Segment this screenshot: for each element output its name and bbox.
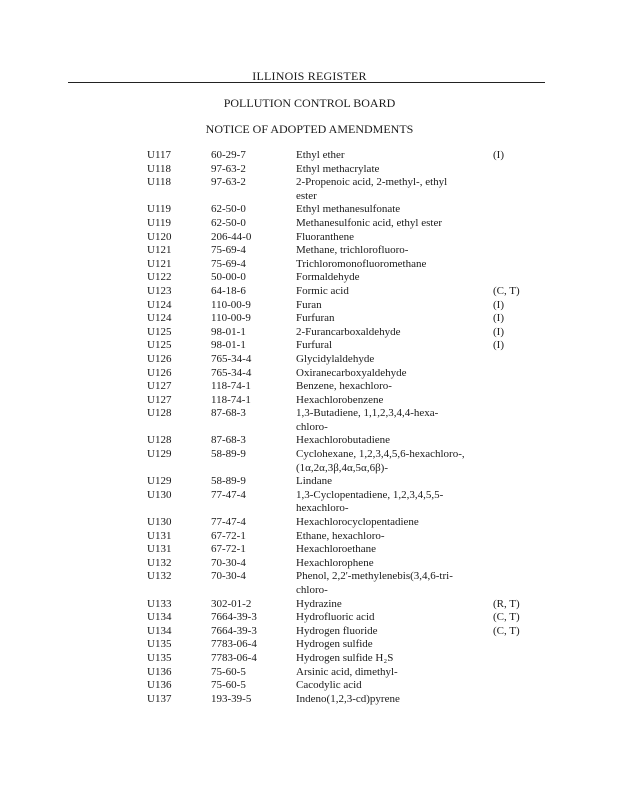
cas-number: 87-68-3 — [211, 407, 246, 420]
hazard-code: (C, T) — [493, 284, 520, 297]
substance-name — [296, 638, 486, 652]
waste-code: U124 — [147, 312, 172, 325]
substance-name-line: 1,3-Cyclopentadiene, 1,2,3,4,5,5- — [296, 488, 444, 501]
substance-name — [296, 679, 486, 693]
substance-name — [296, 312, 486, 326]
waste-code: U127 — [147, 380, 172, 393]
waste-code-table — [0, 149, 619, 706]
substance-name-line: 2-Furancarboxaldehyde — [296, 325, 401, 338]
waste-code: U130 — [147, 516, 172, 529]
substance-name-line: (1α,2α,3β,4α,5α,6β)- — [296, 461, 388, 474]
cas-number: 58-89-9 — [211, 475, 246, 488]
substance-name-line: Hydrogen sulfide — [296, 638, 373, 651]
substance-name — [296, 543, 486, 557]
substance-name-line: Hexachlorocyclopentadiene — [296, 516, 419, 529]
cas-number: 110-00-9 — [211, 298, 251, 311]
waste-code: U127 — [147, 393, 172, 406]
substance-name-line: Ethane, hexachloro- — [296, 529, 385, 542]
waste-code: U132 — [147, 556, 172, 569]
table-row — [0, 557, 619, 571]
table-row — [0, 448, 619, 475]
waste-code: U135 — [147, 638, 172, 651]
waste-code: U119 — [147, 216, 172, 229]
cas-number: 75-69-4 — [211, 244, 246, 257]
table-row — [0, 516, 619, 530]
hazard-code: (I) — [493, 298, 504, 311]
substance-name-line: Methane, trichlorofluoro- — [296, 244, 409, 257]
cas-number: 75-69-4 — [211, 257, 246, 270]
substance-name-line: Oxiranecarboxyaldehyde — [296, 366, 407, 379]
substance-name-line: Hydrogen fluoride — [296, 624, 378, 637]
cas-number: 98-01-1 — [211, 339, 246, 352]
cas-number: 77-47-4 — [211, 516, 246, 529]
table-row — [0, 367, 619, 381]
substance-name-line: Furfural — [296, 339, 333, 352]
table-row — [0, 394, 619, 408]
table-row — [0, 271, 619, 285]
waste-code: U128 — [147, 407, 172, 420]
table-row — [0, 203, 619, 217]
cas-number: 7783-06-4 — [211, 638, 257, 651]
cas-number: 765-34-4 — [211, 352, 252, 365]
substance-name — [296, 163, 486, 177]
waste-code: U129 — [147, 475, 172, 488]
substance-name — [296, 217, 486, 231]
cas-number: 70-30-4 — [211, 570, 246, 583]
cas-number: 110-00-9 — [211, 312, 251, 325]
waste-code: U136 — [147, 679, 172, 692]
table-row — [0, 217, 619, 231]
substance-name — [296, 652, 486, 666]
substance-name — [296, 475, 486, 489]
hazard-code: (C, T) — [493, 624, 520, 637]
waste-code: U135 — [147, 651, 172, 664]
substance-name — [296, 625, 486, 639]
substance-name — [296, 380, 486, 394]
substance-name — [296, 489, 486, 516]
substance-name-line: Hexachlorophene — [296, 556, 374, 569]
substance-name — [296, 353, 486, 367]
cas-number: 206-44-0 — [211, 230, 252, 243]
hazard-code: (I) — [493, 312, 504, 325]
waste-code: U136 — [147, 665, 172, 678]
substance-name-line: Phenol, 2,2'-methylenebis(3,4,6-tri- — [296, 570, 453, 583]
substance-name-line: chloro- — [296, 584, 328, 596]
substance-name-line: Lindane — [296, 475, 333, 488]
hazard-code: (I) — [493, 325, 504, 338]
waste-code: U137 — [147, 692, 172, 705]
waste-code: U131 — [147, 543, 172, 556]
substance-name-line: Ethyl ether — [296, 149, 345, 161]
waste-code: U123 — [147, 284, 172, 297]
table-row — [0, 679, 619, 693]
waste-code: U117 — [147, 149, 172, 161]
substance-name — [296, 271, 486, 285]
waste-code: U121 — [147, 257, 172, 270]
substance-name — [296, 666, 486, 680]
cas-number: 58-89-9 — [211, 448, 246, 461]
table-row — [0, 312, 619, 326]
substance-name-line: Hydrofluoric acid — [296, 611, 375, 624]
substance-name-line: ester — [296, 189, 317, 202]
waste-code: U132 — [147, 570, 172, 583]
hazard-code: (R, T) — [493, 597, 520, 610]
table-row — [0, 625, 619, 639]
substance-name-line: Fluoranthene — [296, 230, 355, 243]
substance-name — [296, 299, 486, 313]
cas-number: 70-30-4 — [211, 556, 246, 569]
substance-name — [296, 367, 486, 381]
waste-code: U134 — [147, 611, 172, 624]
substance-name — [296, 394, 486, 408]
cas-number: 75-60-5 — [211, 679, 246, 692]
substance-name-line: Hydrazine — [296, 597, 342, 610]
substance-name — [296, 231, 486, 245]
cas-number: 98-01-1 — [211, 325, 246, 338]
cas-number: 765-34-4 — [211, 366, 252, 379]
table-row — [0, 489, 619, 516]
waste-code: U125 — [147, 325, 172, 338]
table-row — [0, 693, 619, 707]
cas-number: 302-01-2 — [211, 597, 252, 610]
cas-number: 62-50-0 — [211, 216, 246, 229]
table-row — [0, 231, 619, 245]
register-title: ILLINOIS REGISTER — [252, 69, 367, 83]
substance-name — [296, 326, 486, 340]
waste-code: U126 — [147, 366, 172, 379]
cas-number: 67-72-1 — [211, 543, 246, 556]
cas-number: 7783-06-4 — [211, 651, 257, 664]
table-row — [0, 407, 619, 434]
cas-number: 7664-39-3 — [211, 611, 257, 624]
board-title: POLLUTION CONTROL BOARD — [223, 96, 396, 110]
waste-code: U129 — [147, 448, 172, 461]
hazard-code: (I) — [493, 149, 504, 161]
cas-number: 50-00-0 — [211, 271, 246, 284]
table-row — [0, 638, 619, 652]
substance-name — [296, 203, 486, 217]
cas-number: 118-74-1 — [211, 393, 251, 406]
substance-name-line: Arsinic acid, dimethyl- — [296, 665, 398, 678]
substance-name — [296, 176, 486, 203]
substance-name — [296, 530, 486, 544]
table-row — [0, 611, 619, 625]
table-row — [0, 353, 619, 367]
substance-name-line: 2-Propenoic acid, 2-methyl-, ethyl — [296, 176, 448, 189]
table-row — [0, 244, 619, 258]
substance-name — [296, 149, 486, 163]
cas-number: 62-50-0 — [211, 203, 246, 216]
table-row — [0, 652, 619, 666]
substance-name — [296, 611, 486, 625]
header-rule — [68, 82, 545, 83]
cas-number: 64-18-6 — [211, 284, 246, 297]
table-row — [0, 380, 619, 394]
waste-code: U119 — [147, 203, 172, 216]
substance-name-line: Methanesulfonic acid, ethyl ester — [296, 216, 443, 229]
table-row — [0, 285, 619, 299]
substance-name — [296, 244, 486, 258]
waste-code: U121 — [147, 244, 172, 257]
substance-name-line: Ethyl methacrylate — [296, 162, 380, 175]
table-row — [0, 149, 619, 163]
substance-name — [296, 516, 486, 530]
cas-number: 77-47-4 — [211, 488, 246, 501]
substance-name — [296, 258, 486, 272]
waste-code: U130 — [147, 488, 172, 501]
waste-code: U126 — [147, 352, 172, 365]
table-row — [0, 530, 619, 544]
substance-name-line: 1,3-Butadiene, 1,1,2,3,4,4-hexa- — [296, 407, 439, 420]
cas-number: 193-39-5 — [211, 692, 252, 705]
substance-name-line: Trichloromonofluoromethane — [296, 257, 427, 270]
substance-name — [296, 407, 486, 434]
waste-code: U120 — [147, 230, 172, 243]
table-row — [0, 666, 619, 680]
substance-name — [296, 598, 486, 612]
notice-title: NOTICE OF ADOPTED AMENDMENTS — [205, 122, 414, 136]
waste-code: U134 — [147, 624, 172, 637]
table-row — [0, 434, 619, 448]
cas-number: 97-63-2 — [211, 176, 246, 189]
cas-number: 75-60-5 — [211, 665, 246, 678]
table-row — [0, 598, 619, 612]
substance-name-line: Ethyl methanesulfonate — [296, 203, 401, 216]
substance-name-line: Cyclohexane, 1,2,3,4,5,6-hexachloro-, — [296, 448, 465, 461]
waste-code: U128 — [147, 434, 172, 447]
cas-number: 67-72-1 — [211, 529, 246, 542]
substance-name — [296, 557, 486, 571]
substance-name-line: Hexachloroethane — [296, 543, 377, 556]
table-row — [0, 163, 619, 177]
substance-name-line: Benzene, hexachloro- — [296, 380, 392, 393]
waste-code: U131 — [147, 529, 172, 542]
substance-name-line: Glycidylaldehyde — [296, 352, 375, 365]
waste-code: U133 — [147, 597, 172, 610]
table-row — [0, 475, 619, 489]
substance-name-line: hexachloro- — [296, 502, 349, 515]
substance-name-line: Formic acid — [296, 284, 349, 297]
table-row — [0, 339, 619, 353]
substance-name-line: chloro- — [296, 420, 328, 433]
cas-number: 60-29-7 — [211, 149, 246, 161]
table-row — [0, 543, 619, 557]
substance-name-line: Formaldehyde — [296, 271, 360, 284]
substance-name — [296, 285, 486, 299]
hazard-code: (C, T) — [493, 611, 520, 624]
substance-name-line: Cacodylic acid — [296, 679, 362, 692]
table-row — [0, 258, 619, 272]
substance-name — [296, 434, 486, 448]
substance-name-line: Furan — [296, 298, 322, 311]
waste-code: U124 — [147, 298, 172, 311]
cas-number: 118-74-1 — [211, 380, 251, 393]
table-row — [0, 176, 619, 203]
substance-name-line: Hydrogen sulfide H₂S — [296, 651, 394, 664]
substance-name — [296, 339, 486, 353]
table-row — [0, 326, 619, 340]
substance-name-line: Hexachlorobutadiene — [296, 434, 391, 447]
waste-code: U122 — [147, 271, 172, 284]
substance-name-line: Indeno(1,2,3-cd)pyrene — [296, 692, 400, 705]
cas-number: 7664-39-3 — [211, 624, 257, 637]
waste-code: U118 — [147, 176, 172, 189]
substance-name — [296, 570, 486, 597]
substance-name — [296, 693, 486, 707]
cas-number: 97-63-2 — [211, 162, 246, 175]
substance-name-line: Hexachlorobenzene — [296, 393, 384, 406]
substance-name-line: Furfuran — [296, 312, 335, 325]
waste-code: U125 — [147, 339, 172, 352]
table-row — [0, 570, 619, 597]
hazard-code: (I) — [493, 339, 504, 352]
substance-name — [296, 448, 486, 475]
table-row — [0, 299, 619, 313]
cas-number: 87-68-3 — [211, 434, 246, 447]
waste-code: U118 — [147, 162, 172, 175]
